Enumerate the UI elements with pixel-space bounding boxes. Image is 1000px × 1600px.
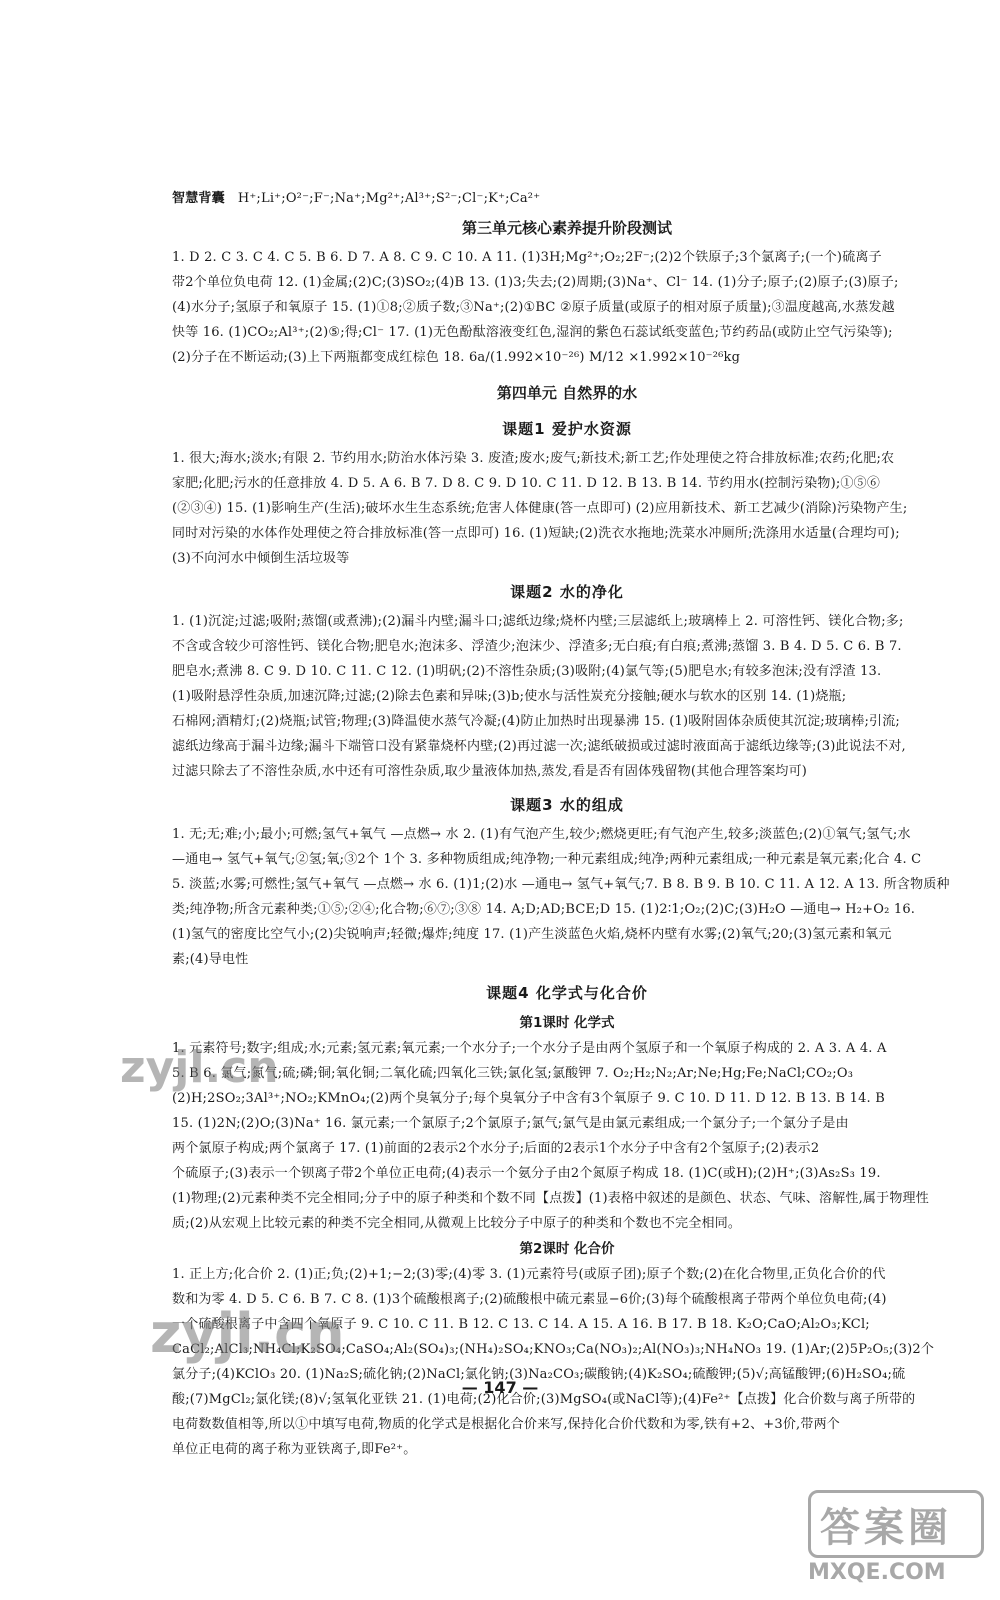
topic4-heading: 课题4 化学式与化合价 bbox=[486, 984, 648, 1002]
answer-line: 1. D 2. C 3. C 4. C 5. B 6. D 7. A 8. C 9. C 10. A 11. (1)3H;Mg²⁺;O₂;2F⁻;(2)2个铁原子;3个氯离子;(一个)硫离子 bbox=[172, 250, 882, 265]
topic3-answers bbox=[172, 822, 962, 972]
answer-line: (4)水分子;氢原子和氧原子 15. (1)①8;②质子数;③Na⁺;(2)①BC ②原子质量(或原子的相对原子质量);③温度越高,水蒸发越 bbox=[172, 300, 895, 315]
answer-line: 1. 无;无;难;小;最小;可燃;氢气+氧气 —点燃→ 水 2. (1)有气泡产生,较少;燃烧更旺;有气泡产生,较多;淡蓝色;(2)①氧气;氢气;水 bbox=[172, 827, 911, 842]
wisdom-bag-line bbox=[172, 186, 962, 211]
answer-page bbox=[172, 186, 962, 1462]
answer-line: 1. 正上方;化合价 2. (1)正;负;(2)+1;−2;(3)零;(4)零 3. (1)元素符号(或原子团);原子个数;(2)在化合物里,正负化合价的代 bbox=[172, 1267, 886, 1282]
answer-line: 两个氯原子构成;两个氯离子 17. (1)前面的2表示2个水分子;后面的2表示1个水分子中含有2个氢原子;(2)表示2 bbox=[172, 1141, 820, 1156]
answer-line: 5. B 6. 氯气;氮气;硫;磷;铜;氧化铜;二氧化硫;四氧化三铁;氯化氢;氯酸钾 7. O₂;H₂;N₂;Ar;Ne;Hg;Fe;NaCl;CO₂;O₃ bbox=[172, 1066, 854, 1081]
topic1-answers bbox=[172, 446, 962, 571]
unit3-heading: 第三单元核心素养提升阶段测试 bbox=[461, 219, 672, 237]
answer-line: (2)分子在不断运动;(3)上下两瓶都变成红棕色 18. 6a/(1.992×10⁻²⁶) M/12 ×1.992×10⁻²⁶kg bbox=[172, 350, 741, 365]
answer-line: 1. (1)沉淀;过滤;吸附;蒸馏(或煮沸);(2)漏斗内壁;漏斗口;滤纸边缘;烧杯内壁;三层滤纸上;玻璃棒上 2. 可溶性钙、镁化合物;多; bbox=[172, 614, 904, 629]
topic3-heading: 课题3 水的组成 bbox=[510, 796, 624, 814]
answer-line: (3)不向河水中倾倒生活垃圾等 bbox=[172, 551, 350, 566]
answer-line: 15. (1)2N;(2)O;(3)Na⁺ 16. 氯元素;一个氯原子;2个氯原子;氯气;氯气是由氯元素组成;一个氯分子;一个氯分子是由 bbox=[172, 1116, 849, 1131]
wisdom-bag-title: 智慧背囊 bbox=[172, 191, 225, 206]
lesson2-heading: 第2课时 化合价 bbox=[519, 1241, 615, 1257]
answer-line: 过滤只除去了不溶性杂质,水中还有可溶性杂质,取少量液体加热,蒸发,看是否有固体残留物(其他合理答案均可) bbox=[172, 764, 808, 779]
answer-line: 不含或含较少可溶性钙、镁化合物;肥皂水;泡沫多、浮渣少;泡沫少、浮渣多;无白痕;有白痕;煮沸;蒸馏 3. B 4. D 5. C 6. B 7. bbox=[172, 639, 902, 654]
topic2-answers bbox=[172, 609, 962, 784]
answer-line: 个硫原子;(3)表示一个钡离子带2个单位正电荷;(4)表示一个氨分子由2个氮原子构成 18. (1)C(或H);(2)H⁺;(3)As₂S₃ 19. bbox=[172, 1166, 881, 1181]
answer-line: 类;纯净物;所含元素种类;①⑤;②④;化合物;⑥⑦;③⑧ 14. A;D;AD;BCE;D 15. (1)2∶1;O₂;(2)C;(3)H₂O —通电→ H₂+O₂ 16. bbox=[172, 902, 916, 917]
answer-line: 家肥;化肥;污水的任意排放 4. D 5. A 6. B 7. D 8. C 9. D 10. C 11. D 12. B 13. B 14. 节约用水(控制污染物);①⑤⑥ bbox=[172, 476, 881, 491]
answer-line: 滤纸边缘高于漏斗边缘;漏斗下端管口没有紧靠烧杯内壁;(2)再过滤一次;滤纸破损或过滤时液面高于滤纸边缘等;(3)此说法不对, bbox=[172, 739, 906, 754]
answer-line: 肥皂水;煮沸 8. C 9. D 10. C 11. C 12. (1)明矾;(2)不溶性杂质;(3)吸附;(4)氯气等;(5)肥皂水;有较多泡沫;没有浮渣 13. bbox=[172, 664, 882, 679]
page-number-value: 147 bbox=[483, 1378, 517, 1397]
answer-line: (1)氢气的密度比空气小;(2)尖锐响声;轻微;爆炸;纯度 17. (1)产生淡蓝色火焰,烧杯内壁有水雾;(2)氧气;20;(3)氢元素和氧元 bbox=[172, 927, 892, 942]
answer-line: 1. 很大;海水;淡水;有限 2. 节约用水;防治水体污染 3. 废渣;废水;废气;新技术;新工艺;作处理使之符合排放标准;农药;化肥;农 bbox=[172, 451, 895, 466]
lesson1-heading: 第1课时 化学式 bbox=[519, 1015, 615, 1031]
topic2-heading: 课题2 水的净化 bbox=[510, 583, 624, 601]
lesson1-answers bbox=[172, 1036, 962, 1236]
answer-line: 素;(4)导电性 bbox=[172, 952, 249, 967]
answer-line: 带2个单位负电荷 12. (1)金属;(2)C;(3)SO₂;(4)B 13. (1)3;失去;(2)周期;(3)Na⁺、Cl⁻ 14. (1)分子;原子;(2)原子;(3)原子; bbox=[172, 275, 899, 290]
answer-line: (1)物理;(2)元素种类不完全相同;分子中的原子种类和个数不同【点拨】(1)表格中叙述的是颜色、状态、气味、溶解性,属于物理性 bbox=[172, 1191, 929, 1206]
watermark-logo bbox=[808, 1490, 988, 1590]
answer-line: 石棉网;酒精灯;(2)烧瓶;试管;物理;(3)降温使水蒸气冷凝;(4)防止加热时出现暴沸 15. (1)吸附固体杂质使其沉淀;玻璃棒;引流; bbox=[172, 714, 901, 729]
answer-line: 同时对污染的水体作处理使之符合排放标准(答一点即可) 16. (1)短缺;(2)洗衣水拖地;洗菜水冲厕所;洗涤用水适量(合理均可); bbox=[172, 526, 900, 541]
answer-line: 酸;(7)MgCl₂;氯化镁;(8)√;氢氧化亚铁 21. (1)电荷;(2)化合价;(3)MgSO₄(或NaCl等);(4)Fe²⁺【点拨】化合价数与离子所带的 bbox=[172, 1392, 916, 1407]
answer-line: (2)H;2SO₂;3Al³⁺;NO₂;KMnO₄;(2)两个臭氧分子;每个臭氧分子中含有3个氧原子 9. C 10. D 11. D 12. B 13. B 14. B bbox=[172, 1091, 885, 1106]
watermark-text: zyjl.cn bbox=[150, 1302, 345, 1365]
topic1-heading: 课题1 爱护水资源 bbox=[502, 420, 632, 438]
answer-line: 一个硫酸根离子中含四个氧原子 9. C 10. C 11. B 12. C 13. C 14. A 15. A 16. B 17. B 18. K₂O;CaO;Al₂O₃;KCl; bbox=[172, 1317, 870, 1332]
wisdom-bag-ions: H⁺;Li⁺;O²⁻;F⁻;Na⁺;Mg²⁺;Al³⁺;S²⁻;Cl⁻;K⁺;Ca²⁺ bbox=[237, 191, 541, 206]
answer-line: 1. 元素符号;数字;组成;水;元素;氢元素;氧元素;一个水分子;一个水分子是由两个氢原子和一个氧原子构成的 2. A 3. A 4. A bbox=[172, 1041, 887, 1056]
answer-line: 电荷数数值相等,所以①中填写电荷,物质的化学式是根据化合价来写,保持化合价代数和为零,铁有+2、+3价,带两个 bbox=[172, 1417, 840, 1432]
answer-line: 5. 淡蓝;水雾;可燃性;氢气+氧气 —点燃→ 水 6. (1)1;(2)水 —通电→ 氢气+氧气;7. B 8. B 9. B 10. C 11. A 12. A 13. 所含物质种 bbox=[172, 877, 950, 892]
answer-line: CaCl₂;AlCl₃;NH₄Cl;K₂SO₄;CaSO₄;Al₂(SO₄)₃;(NH₄)₂SO₄;KNO₃;Ca(NO₃)₂;Al(NO₃)₃;NH₄NO₃ 19. (1)Ar;(2)5P₂O₅;(3)2个 bbox=[172, 1342, 935, 1357]
unit3-answers bbox=[172, 245, 962, 370]
logo-url: MXQE.COM bbox=[808, 1560, 946, 1585]
answer-line: (1)吸附悬浮性杂质,加速沉降;过滤;(2)除去色素和异味;(3)b;使水与活性炭充分接触;硬水与软水的区别 14. (1)烧瓶; bbox=[172, 689, 847, 704]
watermark-text: zyjl.cn bbox=[120, 1042, 279, 1093]
answer-line: —通电→ 氢气+氧气;②氢;氧;③2个 1个 3. 多种物质组成;纯净物;一种元素组成;纯净;两种元素组成;一种元素是氧元素;化合 4. C bbox=[172, 852, 922, 867]
answer-line: (②③④) 15. (1)影响生产(生活);破坏水生生态系统;危害人体健康(答一点即可) (2)应用新技术、新工艺减少(消除)污染物产生; bbox=[172, 501, 908, 516]
unit4-heading: 第四单元 自然界的水 bbox=[496, 384, 638, 402]
answer-line: 单位正电荷的离子称为亚铁离子,即Fe²⁺。 bbox=[172, 1442, 417, 1457]
answer-line: 氯分子;(4)KClO₃ 20. (1)Na₂S;硫化钠;(2)NaCl;氯化钠;(3)Na₂CO₃;碳酸钠;(4)K₂SO₄;硫酸钾;(5)√;高锰酸钾;(6)H₂SO₄;硫 bbox=[172, 1367, 906, 1382]
page-number: — 147 — bbox=[461, 1378, 539, 1397]
answer-line: 数和为零 4. D 5. C 6. B 7. C 8. (1)3个硫酸根离子;(2)硫酸根中硫元素显−6价;(3)每个硫酸根离子带两个单位负电荷;(4) bbox=[172, 1292, 887, 1307]
answer-line: 快等 16. (1)CO₂;Al³⁺;(2)⑤;得;Cl⁻ 17. (1)无色酚酞溶液变红色,湿润的紫色石蕊试纸变蓝色;节约药品(或防止空气污染等); bbox=[172, 325, 893, 340]
logo-chars: 答案圈 bbox=[820, 1505, 952, 1551]
answer-line: 质;(2)从宏观上比较元素的种类不完全相同,从微观上比较分子中原子的种类和个数也不完全相同。 bbox=[172, 1216, 742, 1231]
